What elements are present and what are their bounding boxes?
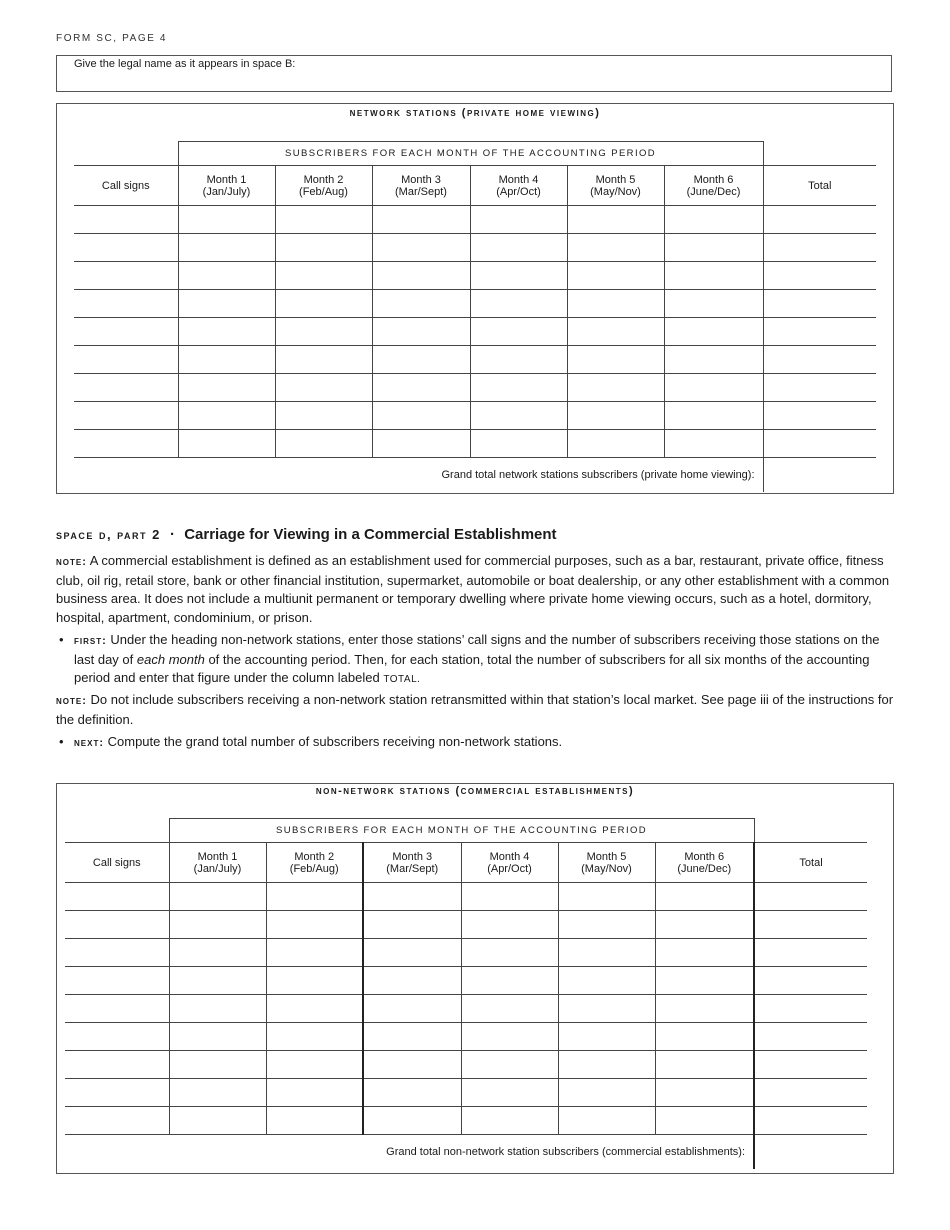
col-month-3: Month 3 (Mar/Sept) — [363, 843, 461, 883]
month-6-cell[interactable] — [655, 939, 754, 967]
total-cell[interactable] — [763, 430, 876, 458]
note-1: note: A commercial establishment is defined as an establishment used for commercial purposes, such as a bar, restaurant, private office, fitness club, oil rig, retail store, bank or other financial institution, supermarket, automobile or boat dealership, or any other establishment with a common business area. It does not include a multiunit permanent or temporary dwelling where private home viewing occurs, such as a hotel, dormitory, hospital, apartment, condominium, or prison. — [56, 553, 890, 625]
month-1-cell[interactable] — [178, 234, 275, 262]
call-sign-cell[interactable] — [65, 1023, 169, 1051]
month-3-cell[interactable] — [372, 234, 470, 262]
total-cell[interactable] — [754, 967, 867, 995]
month-5-cell[interactable] — [558, 911, 655, 939]
month-5-cell[interactable] — [558, 1023, 655, 1051]
col-month-5: Month 5 (May/Nov) — [558, 843, 655, 883]
month-3-cell[interactable] — [363, 995, 461, 1023]
network-subheader: SUBSCRIBERS FOR EACH MONTH OF THE ACCOUNTING PERIOD — [178, 142, 763, 166]
month-1-cell[interactable] — [178, 262, 275, 290]
month-1-cell[interactable] — [169, 1051, 266, 1079]
month-3-cell[interactable] — [372, 262, 470, 290]
col-month-4: Month 4 (Apr/Oct) — [461, 843, 558, 883]
call-sign-cell[interactable] — [74, 290, 178, 318]
col-month-5: Month 5 (May/Nov) — [567, 166, 664, 206]
month-1-cell[interactable] — [178, 206, 275, 234]
month-4-cell[interactable] — [461, 1107, 558, 1135]
total-cell[interactable] — [763, 234, 876, 262]
table-row — [65, 939, 867, 967]
page-header: FORM SC, PAGE 4 — [56, 33, 168, 44]
table-row — [65, 1107, 867, 1135]
month-2-cell[interactable] — [275, 262, 372, 290]
network-stations-box — [56, 103, 894, 494]
table-row — [65, 911, 867, 939]
month-5-cell[interactable] — [567, 346, 664, 374]
call-sign-cell[interactable] — [65, 967, 169, 995]
month-2-cell[interactable] — [275, 346, 372, 374]
call-sign-cell[interactable] — [65, 1051, 169, 1079]
non-network-stations-table — [65, 818, 867, 1169]
month-5-cell[interactable] — [567, 430, 664, 458]
month-2-cell[interactable] — [266, 967, 363, 995]
month-4-cell[interactable] — [461, 995, 558, 1023]
month-2-cell[interactable] — [266, 995, 363, 1023]
call-sign-cell[interactable] — [74, 234, 178, 262]
month-3-cell[interactable] — [372, 346, 470, 374]
table-row — [74, 430, 876, 458]
month-4-cell[interactable] — [470, 318, 567, 346]
month-5-cell[interactable] — [558, 1079, 655, 1107]
total-cell[interactable] — [763, 206, 876, 234]
month-6-cell[interactable] — [655, 1023, 754, 1051]
total-cell[interactable] — [754, 1079, 867, 1107]
legal-name-label: Give the legal name as it appears in space B: — [74, 58, 296, 70]
month-3-cell[interactable] — [372, 402, 470, 430]
total-cell[interactable] — [754, 1023, 867, 1051]
call-sign-cell[interactable] — [65, 995, 169, 1023]
total-cell[interactable] — [763, 402, 876, 430]
month-1-cell[interactable] — [169, 1107, 266, 1135]
month-3-cell[interactable] — [363, 1051, 461, 1079]
non-network-stations-title: non-network stations (commercial establishments) — [315, 785, 635, 797]
call-sign-cell[interactable] — [65, 939, 169, 967]
month-6-cell[interactable] — [664, 402, 763, 430]
month-4-cell[interactable] — [470, 374, 567, 402]
table-row — [65, 1023, 867, 1051]
month-1-cell[interactable] — [169, 883, 266, 911]
month-6-cell[interactable] — [655, 1107, 754, 1135]
month-1-cell[interactable] — [169, 967, 266, 995]
month-4-cell[interactable] — [470, 262, 567, 290]
col-month-6: Month 6 (June/Dec) — [655, 843, 754, 883]
month-4-cell[interactable] — [461, 1079, 558, 1107]
month-1-cell[interactable] — [178, 402, 275, 430]
month-4-cell[interactable] — [461, 911, 558, 939]
month-2-cell[interactable] — [266, 1079, 363, 1107]
total-cell[interactable] — [763, 346, 876, 374]
month-5-cell[interactable] — [558, 939, 655, 967]
month-4-cell[interactable] — [470, 290, 567, 318]
col-total: Total — [763, 166, 876, 206]
network-stations-title: network stations (private home viewing) — [349, 107, 601, 119]
month-5-cell[interactable] — [558, 1051, 655, 1079]
non-network-subheader: SUBSCRIBERS FOR EACH MONTH OF THE ACCOUNTING PERIOD — [169, 819, 754, 843]
total-cell[interactable] — [754, 995, 867, 1023]
month-5-cell[interactable] — [567, 402, 664, 430]
non-network-grand-total-input[interactable] — [754, 1135, 867, 1170]
month-5-cell[interactable] — [558, 1107, 655, 1135]
month-4-cell[interactable] — [470, 234, 567, 262]
month-6-cell[interactable] — [655, 911, 754, 939]
table-row — [65, 883, 867, 911]
month-4-cell[interactable] — [470, 206, 567, 234]
month-5-cell[interactable] — [558, 995, 655, 1023]
month-3-cell[interactable] — [372, 374, 470, 402]
month-3-cell[interactable] — [363, 1079, 461, 1107]
month-2-cell[interactable] — [266, 939, 363, 967]
call-sign-cell[interactable] — [74, 206, 178, 234]
month-3-cell[interactable] — [363, 911, 461, 939]
month-4-cell[interactable] — [461, 1051, 558, 1079]
month-3-cell[interactable] — [363, 1023, 461, 1051]
month-2-cell[interactable] — [266, 1023, 363, 1051]
total-cell[interactable] — [763, 318, 876, 346]
month-5-cell[interactable] — [567, 234, 664, 262]
non-network-grand-total-label: Grand total non-network station subscribers (commercial establishments): — [65, 1135, 754, 1170]
col-month-3: Month 3 (Mar/Sept) — [372, 166, 470, 206]
col-month-1: Month 1 (Jan/July) — [178, 166, 275, 206]
table-row — [65, 995, 867, 1023]
month-6-cell[interactable] — [664, 318, 763, 346]
month-2-cell[interactable] — [266, 911, 363, 939]
month-3-cell[interactable] — [363, 939, 461, 967]
table-row — [74, 374, 876, 402]
month-1-cell[interactable] — [178, 374, 275, 402]
month-6-cell[interactable] — [655, 883, 754, 911]
month-3-cell[interactable] — [363, 1107, 461, 1135]
month-1-cell[interactable] — [178, 430, 275, 458]
month-3-cell[interactable] — [372, 206, 470, 234]
month-6-cell[interactable] — [664, 290, 763, 318]
month-5-cell[interactable] — [567, 262, 664, 290]
total-cell[interactable] — [754, 911, 867, 939]
month-2-cell[interactable] — [275, 430, 372, 458]
table-row — [74, 318, 876, 346]
call-sign-cell[interactable] — [74, 402, 178, 430]
month-3-cell[interactable] — [363, 883, 461, 911]
total-cell[interactable] — [754, 939, 867, 967]
month-6-cell[interactable] — [655, 1079, 754, 1107]
table-row — [74, 290, 876, 318]
month-1-cell[interactable] — [178, 318, 275, 346]
legal-name-box[interactable] — [56, 55, 892, 92]
total-cell[interactable] — [763, 262, 876, 290]
month-2-cell[interactable] — [275, 402, 372, 430]
network-rows — [74, 206, 876, 458]
table-row — [74, 262, 876, 290]
col-month-4: Month 4 (Apr/Oct) — [470, 166, 567, 206]
col-call-signs: Call signs — [65, 843, 169, 883]
month-3-cell[interactable] — [372, 290, 470, 318]
month-2-cell[interactable] — [275, 234, 372, 262]
month-2-cell[interactable] — [266, 883, 363, 911]
col-month-2: Month 2 (Feb/Aug) — [275, 166, 372, 206]
month-1-cell[interactable] — [178, 290, 275, 318]
table-row — [65, 1051, 867, 1079]
total-cell[interactable] — [754, 883, 867, 911]
month-3-cell[interactable] — [363, 967, 461, 995]
month-4-cell[interactable] — [461, 1023, 558, 1051]
month-2-cell[interactable] — [266, 1107, 363, 1135]
month-6-cell[interactable] — [664, 262, 763, 290]
call-sign-cell[interactable] — [74, 430, 178, 458]
month-1-cell[interactable] — [169, 1023, 266, 1051]
month-2-cell[interactable] — [275, 318, 372, 346]
non-network-rows — [65, 883, 867, 1135]
month-1-cell[interactable] — [169, 911, 266, 939]
month-4-cell[interactable] — [461, 883, 558, 911]
table-row — [74, 346, 876, 374]
non-network-stations-box — [56, 783, 894, 1174]
month-1-cell[interactable] — [178, 346, 275, 374]
month-5-cell[interactable] — [567, 206, 664, 234]
call-sign-cell[interactable] — [74, 346, 178, 374]
month-6-cell[interactable] — [664, 346, 763, 374]
network-stations-table — [74, 141, 876, 492]
month-5-cell[interactable] — [567, 290, 664, 318]
table-row — [74, 402, 876, 430]
month-4-cell[interactable] — [461, 939, 558, 967]
call-sign-cell[interactable] — [65, 1079, 169, 1107]
note-2: note: Do not include subscribers receiving a non-network station retransmitted within that station’s local market. See page iii of the instructions for the definition. — [56, 692, 894, 727]
call-sign-cell[interactable] — [74, 318, 178, 346]
call-sign-cell[interactable] — [65, 1107, 169, 1135]
month-6-cell[interactable] — [655, 995, 754, 1023]
table-row — [74, 234, 876, 262]
month-1-cell[interactable] — [169, 939, 266, 967]
section-heading: space d, part 2 · Carriage for Viewing in a Commercial Establishment — [56, 526, 557, 543]
total-cell[interactable] — [763, 290, 876, 318]
month-5-cell[interactable] — [558, 967, 655, 995]
month-3-cell[interactable] — [372, 430, 470, 458]
call-sign-cell[interactable] — [65, 883, 169, 911]
col-total: Total — [754, 843, 867, 883]
month-4-cell[interactable] — [470, 430, 567, 458]
table-row — [65, 967, 867, 995]
total-cell[interactable] — [754, 1051, 867, 1079]
month-6-cell[interactable] — [664, 206, 763, 234]
month-5-cell[interactable] — [567, 374, 664, 402]
month-1-cell[interactable] — [169, 1079, 266, 1107]
month-6-cell[interactable] — [664, 234, 763, 262]
col-call-signs: Call signs — [74, 166, 178, 206]
total-cell[interactable] — [754, 1107, 867, 1135]
month-4-cell[interactable] — [470, 402, 567, 430]
month-5-cell[interactable] — [558, 883, 655, 911]
month-2-cell[interactable] — [266, 1051, 363, 1079]
month-3-cell[interactable] — [372, 318, 470, 346]
month-5-cell[interactable] — [567, 318, 664, 346]
col-month-6: Month 6 (June/Dec) — [664, 166, 763, 206]
total-cell[interactable] — [763, 374, 876, 402]
month-4-cell[interactable] — [470, 346, 567, 374]
month-2-cell[interactable] — [275, 374, 372, 402]
month-6-cell[interactable] — [664, 374, 763, 402]
month-6-cell[interactable] — [664, 430, 763, 458]
col-month-1: Month 1 (Jan/July) — [169, 843, 266, 883]
call-sign-cell[interactable] — [65, 911, 169, 939]
month-2-cell[interactable] — [275, 206, 372, 234]
table-row — [74, 206, 876, 234]
table-row — [65, 1079, 867, 1107]
network-grand-total-input[interactable] — [763, 458, 876, 493]
month-1-cell[interactable] — [169, 995, 266, 1023]
call-sign-cell[interactable] — [74, 262, 178, 290]
col-month-2: Month 2 (Feb/Aug) — [266, 843, 363, 883]
call-sign-cell[interactable] — [74, 374, 178, 402]
network-grand-total-label: Grand total network stations subscribers (private home viewing): — [74, 458, 763, 493]
month-6-cell[interactable] — [655, 1051, 754, 1079]
month-4-cell[interactable] — [461, 967, 558, 995]
month-6-cell[interactable] — [655, 967, 754, 995]
month-2-cell[interactable] — [275, 290, 372, 318]
